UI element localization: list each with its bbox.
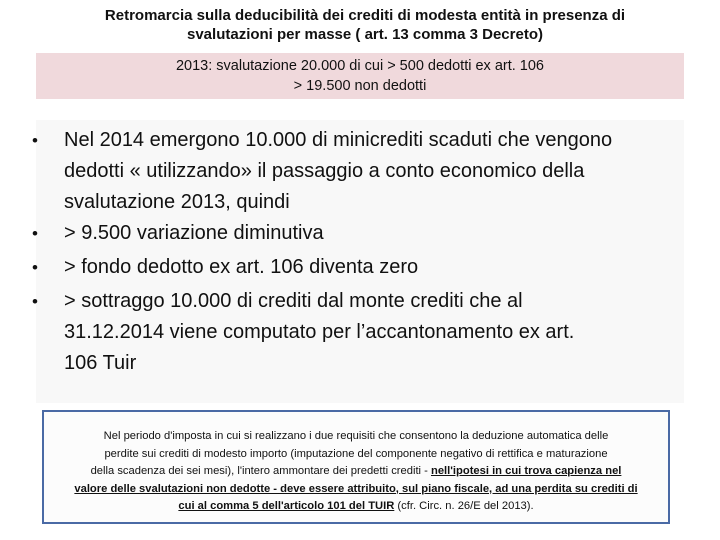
note-line-5-plain: (cfr. Circ. n. 26/E del 2013). bbox=[394, 500, 534, 512]
note-line-3-underlined: nell'ipotesi in cui trova capienza nel bbox=[430, 465, 622, 477]
note-line-5-underlined: cui al comma 5 dell'articolo 101 del TUIR bbox=[178, 500, 395, 512]
bullet-list bbox=[32, 120, 684, 403]
note-line-2: perdite sui crediti di modesto importo (imputazione del componente negativo di rettifica e maturazione bbox=[104, 447, 608, 460]
title-line-1: Retromarcia sulla deducibilità dei crediti di modesta entità in presenza di bbox=[104, 7, 626, 24]
slide-title bbox=[60, 6, 670, 44]
bullet-line: > 9.500 variazione diminutiva bbox=[64, 222, 324, 244]
bullet-marker: • bbox=[32, 224, 38, 243]
bullet-marker: • bbox=[32, 131, 38, 150]
bullet-line: dedotti « utilizzando» il passaggio a conto economico della bbox=[64, 160, 585, 182]
title-line-2: svalutazioni per masse ( art. 13 comma 3 Decreto) bbox=[187, 26, 543, 43]
summary-line-2: > 19.500 non dedotti bbox=[293, 78, 427, 94]
bullet-line: 106 Tuir bbox=[64, 352, 137, 374]
bullet-line: > sottraggo 10.000 di crediti dal monte crediti che al bbox=[64, 290, 523, 312]
bullet-line: svalutazione 2013, quindi bbox=[64, 191, 290, 213]
bullet-line: Nel 2014 emergono 10.000 di minicrediti scaduti che vengono bbox=[64, 129, 613, 151]
note-line-5 bbox=[44, 498, 668, 516]
note-line-1: Nel periodo d'imposta in cui si realizzano i due requisiti che consentono la deduzione automatica delle bbox=[103, 430, 609, 442]
bullet-line: > fondo dedotto ex art. 106 diventa zero bbox=[64, 256, 419, 278]
note-text bbox=[44, 428, 668, 516]
bullet-marker: • bbox=[32, 258, 38, 277]
note-line-3-plain: della scadenza dei sei mesi), l'intero ammontare dei predetti crediti - bbox=[90, 465, 431, 477]
summary-box bbox=[36, 53, 684, 99]
note-box bbox=[42, 410, 670, 524]
summary-line-1: 2013: svalutazione 20.000 di cui > 500 dedotti ex art. 106 bbox=[175, 58, 544, 74]
note-line-3 bbox=[44, 463, 668, 481]
bullet-marker: • bbox=[32, 292, 38, 311]
bullet-line: 31.12.2014 viene computato per l’accantonamento ex art. bbox=[64, 321, 575, 343]
note-line-4: valore delle svalutazioni non dedotte - deve essere attribuito, sul piano fiscale, ad una perdita su crediti di bbox=[74, 482, 638, 495]
